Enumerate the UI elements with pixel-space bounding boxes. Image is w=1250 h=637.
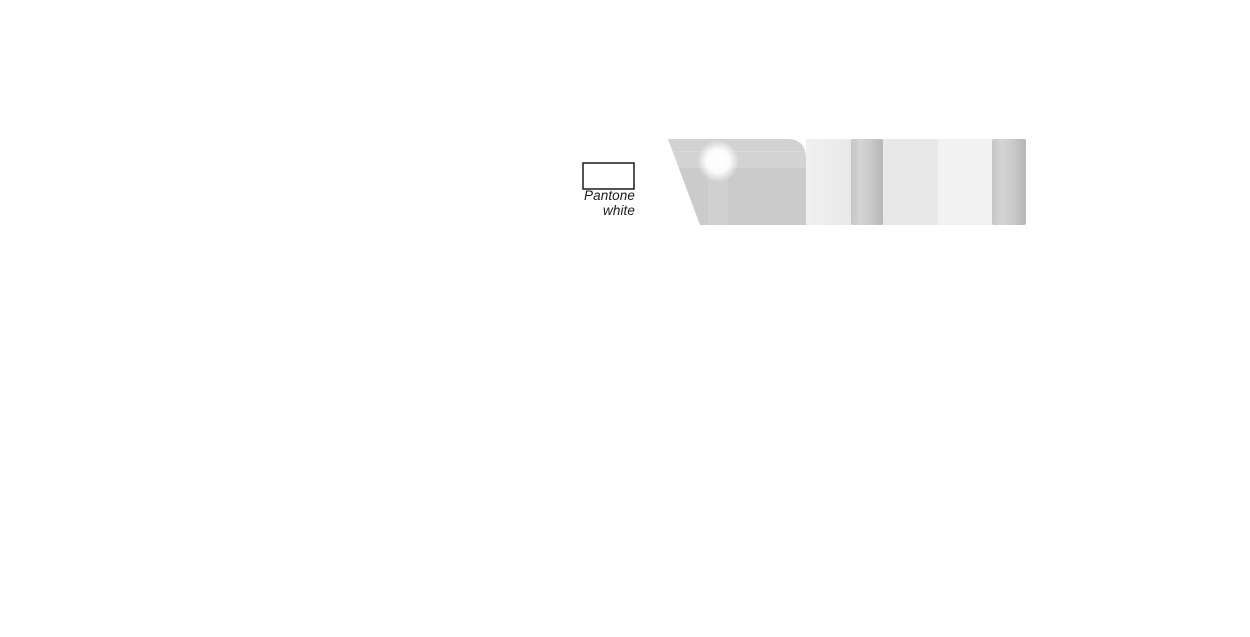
swatch-label-line2: white: [602, 202, 635, 218]
body-section-3: [938, 139, 992, 225]
ring-band-2: [992, 139, 1026, 225]
product-render: [668, 139, 1026, 225]
tip-top-shade: [668, 139, 808, 152]
ring-band-1: [851, 139, 883, 225]
swatch-label-line1: Pantone: [584, 188, 635, 203]
body-section-2: [883, 139, 938, 225]
specular-highlight-dot: [697, 140, 739, 182]
pantone-white-swatch: [583, 163, 634, 189]
body-section-1: [806, 139, 851, 225]
swatch-label: [545, 189, 635, 218]
